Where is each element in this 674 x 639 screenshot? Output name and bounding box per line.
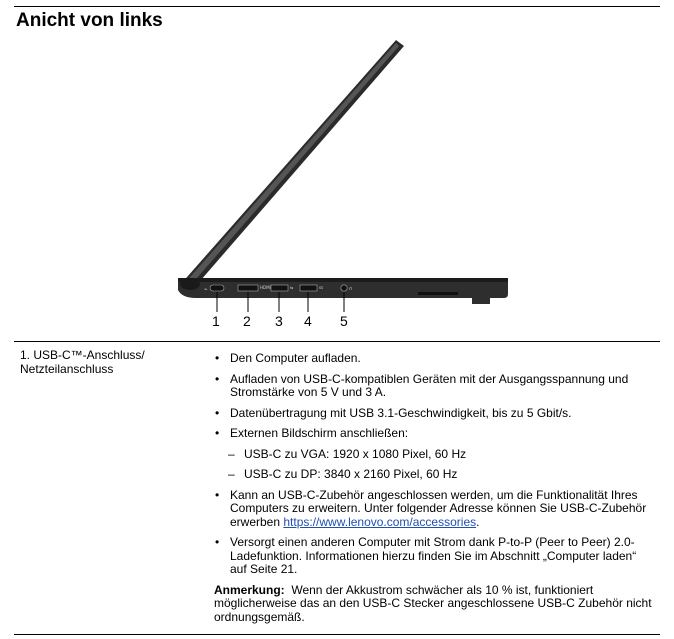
- top-rule: [14, 6, 660, 7]
- callout-2: 2: [243, 313, 251, 329]
- table-top-rule: [14, 341, 660, 342]
- accessories-text: Kann an USB-C-Zubehör angeschlossen werden, um die Funktionalität Ihres Computers zu erweitern. Unter folgender Adresse können Sie USB-C-Zubehör erwerben: [230, 487, 647, 529]
- callout-3: 3: [275, 313, 283, 329]
- note-label: Anmerkung:: [214, 582, 285, 597]
- note: [214, 584, 654, 625]
- row-description: [214, 352, 654, 624]
- list-item: • Aufladen von USB-C-kompatiblen Geräten mit der Ausgangsspannung und Stromstärke von 5 V und 3 A.: [214, 373, 654, 400]
- svg-text:ss: ss: [319, 285, 324, 290]
- list-item: • Externen Bildschirm anschließen:: [214, 427, 654, 441]
- table-bottom-rule: [14, 634, 660, 635]
- list-item: • Den Computer aufladen.: [214, 352, 654, 366]
- callout-4: 4: [304, 313, 312, 329]
- svg-text:⌁: ⌁: [204, 286, 208, 293]
- svg-text:HDMI: HDMI: [260, 285, 271, 290]
- accessories-end: .: [476, 514, 480, 529]
- laptop-base: [178, 280, 508, 304]
- list-item: • Datenübertragung mit USB 3.1-Geschwindigkeit, bis zu 5 Gbit/s.: [214, 407, 654, 421]
- svg-text:⇆: ⇆: [290, 285, 294, 290]
- list-item: • Versorgt einen anderen Computer mit Strom dank P-to-P (Peer to Peer) 2.0-Ladefunktion. Informationen hierzu finden Sie im Abschnitt „Computer laden“ auf Seite 21.: [214, 536, 654, 577]
- list-item: [214, 489, 654, 530]
- note-text: Wenn der Akkustrom schwächer als 10 % ist, funktioniert möglicherweise das an den USB-C Stecker angeschlossene USB-C Zubehör nicht ordnungsgemäß.: [214, 582, 652, 624]
- callout-1: 1: [212, 313, 220, 329]
- page-title: Anicht von links: [16, 10, 163, 31]
- sub-list-item: – USB-C zu DP: 3840 x 2160 Pixel, 60 Hz: [214, 468, 654, 482]
- row-label-usb-c: 1. USB-C™-Anschluss/ Netzteilanschluss: [20, 348, 145, 376]
- svg-text:∩: ∩: [349, 286, 353, 292]
- callout-5: 5: [340, 313, 348, 329]
- accessories-link[interactable]: https://www.lenovo.com/accessories: [283, 514, 477, 529]
- laptop-left-side-illustration: [160, 40, 540, 335]
- sub-list-item: – USB-C zu VGA: 1920 x 1080 Pixel, 60 Hz: [214, 448, 654, 462]
